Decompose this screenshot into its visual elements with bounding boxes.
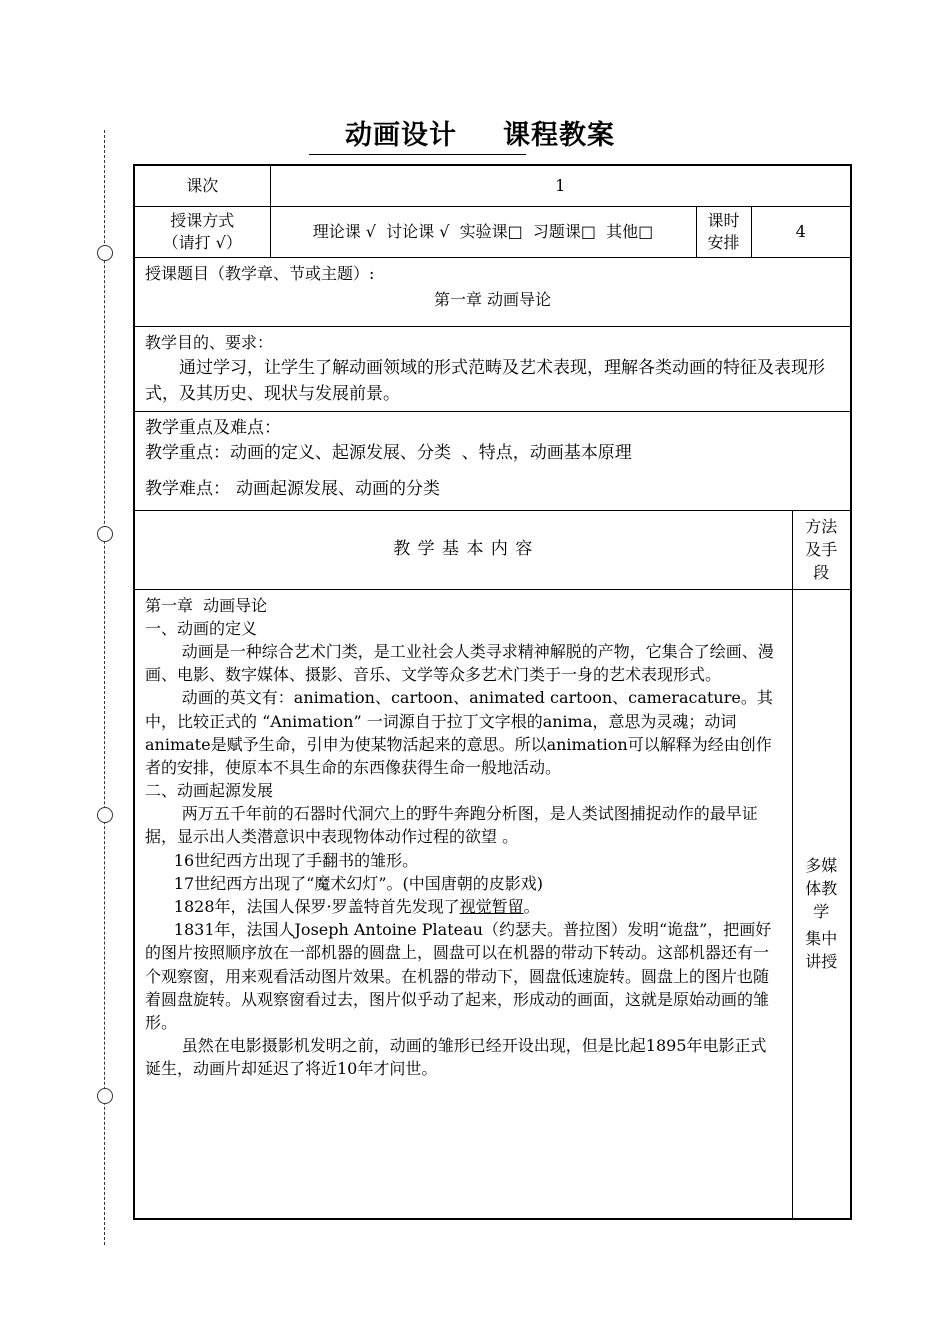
objectives-row xyxy=(134,327,851,412)
lesson-plan-table xyxy=(133,164,852,1220)
content-header-title: 教 学 基 本 内 容 xyxy=(134,511,792,590)
key-points-diff-prefix: 教学难点： xyxy=(145,479,230,499)
key-points-key xyxy=(145,440,840,466)
method-header-line1: 方法 xyxy=(805,517,838,536)
title-underline xyxy=(309,154,526,155)
teaching-mode-label-line1: 授课方式 xyxy=(170,211,235,230)
content-paragraph-6 xyxy=(145,895,782,918)
teaching-mode-options: 理论课 √ 讨论课 √ 实验课□ 习题课□ 其他□ xyxy=(270,207,696,258)
key-points-diff-text: 动画起源发展、动画的分类 xyxy=(236,479,440,499)
hours-label-line2: 安排 xyxy=(707,233,740,252)
key-points-cell xyxy=(134,412,851,511)
hours-value: 4 xyxy=(751,207,851,258)
method-cell xyxy=(792,589,851,1219)
content-paragraph-4: 16世纪西方出现了手翻书的雏形。 xyxy=(173,850,419,870)
method-header xyxy=(792,511,851,590)
content-paragraph-7: 1831年，法国人Joseph Antoine Plateau（约瑟夫。普拉图）发明“诡盘”，把画好的图片按照顺序放在一部机器的圆盘上，圆盘可以在机器的带动下转动。这部机器还有一个观察窗，用来观看活动图片效果。在机器的带动下，圆盘低速旋转。圆盘上的图片也随着圆盘旋转。从观察窗看过去，图片似乎动了起来，形成动的画面，这就是原始动画的雏形。 xyxy=(145,920,772,1032)
session-row xyxy=(134,165,851,207)
binding-hole-icon xyxy=(97,245,113,261)
teaching-mode-row xyxy=(134,207,851,258)
content-header-row xyxy=(134,511,851,590)
key-points-key-prefix: 教学重点： xyxy=(145,443,230,463)
method-line3: 学 xyxy=(813,901,830,921)
topic-label: 授课题目（教学章、节或主题）: xyxy=(145,264,375,283)
method-line4: 集中 xyxy=(805,929,838,949)
content-paragraph-1: 动画是一种综合艺术门类，是工业社会人类寻求精神解脱的产物，它集合了绘画、漫画、电影、数字媒体、摄影、音乐、文学等众多艺术门类于一身的艺术表现形式。 xyxy=(145,641,774,685)
content-paragraph-6-post: 。 xyxy=(523,897,540,916)
content-chapter: 第一章 动画导论 xyxy=(145,595,268,615)
method-line1: 多媒 xyxy=(805,855,838,875)
topic-row xyxy=(134,258,851,327)
binding-hole-icon xyxy=(97,1088,113,1104)
page-title xyxy=(300,113,660,152)
title-part1: 动画设计 xyxy=(345,120,457,151)
visual-persistence-link[interactable]: 视觉暂留 xyxy=(459,897,524,916)
key-points-key-text: 动画的定义、起源发展、分类 、特点，动画基本原理 xyxy=(230,443,632,463)
hours-label xyxy=(696,207,751,258)
session-label: 课次 xyxy=(134,165,270,207)
content-paragraph-5: 17世纪西方出现了“魔术幻灯”。(中国唐朝的皮影戏) xyxy=(173,873,544,893)
content-paragraph-8: 虽然在电影摄影机发明之前，动画的雏形已经开设出现，但是比起1895年电影正式诞生，动画片却延迟了将近10年才问世。 xyxy=(145,1036,767,1079)
key-points-difficulty xyxy=(145,476,840,502)
teaching-mode-label-line2: （请打 √） xyxy=(162,233,242,252)
objectives-cell xyxy=(134,327,851,412)
session-value: 1 xyxy=(270,165,851,207)
content-cell xyxy=(134,589,792,1219)
teaching-mode-label xyxy=(134,207,270,258)
key-points-row xyxy=(134,412,851,511)
binding-hole-icon xyxy=(97,807,113,823)
method-header-line3: 段 xyxy=(813,563,830,583)
hours-label-line1: 课时 xyxy=(707,211,740,230)
method-header-line2: 及手 xyxy=(805,540,838,560)
topic-value: 第一章 动画导论 xyxy=(433,290,552,310)
binding-dashed-line xyxy=(104,130,105,1245)
method-line5: 讲授 xyxy=(805,952,838,972)
objectives-text: 通过学习，让学生了解动画领域的形式范畴及艺术表现，理解各类动画的特征及表现形式，及其历史、现状与发展前景。 xyxy=(145,358,825,404)
content-paragraph-2: 动画的英文有：animation、cartoon、animated cartoon、cameracature。其中，比较正式的 “Animation” 一词源自于拉丁文字根的anima，意思为灵魂；动词animate是赋予生命，引申为使某物活起来的意思。所以animation可以解释为经由创作者的安排，使原本不具生命的东西像获得生命一般地活动。 xyxy=(145,688,773,777)
topic-cell xyxy=(134,258,851,327)
content-paragraph-3: 两万五千年前的石器时代洞穴上的野牛奔跑分析图，是人类试图捕捉动作的最早证据，显示出人类潜意识中表现物体动作过程的欲望 。 xyxy=(145,804,758,847)
content-section-1-title: 一、动画的定义 xyxy=(145,618,258,638)
objectives-label: 教学目的、要求： xyxy=(145,333,274,352)
content-paragraph-6-pre: 1828年，法国人保罗·罗盖特首先发现了 xyxy=(173,897,460,916)
title-part2: 课程教案 xyxy=(503,120,615,151)
binding-hole-icon xyxy=(97,526,113,542)
key-points-label: 教学重点及难点： xyxy=(145,418,281,438)
content-row xyxy=(134,589,851,1219)
content-section-2-title: 二、动画起源发展 xyxy=(145,781,274,801)
method-line2: 体教 xyxy=(805,878,838,898)
